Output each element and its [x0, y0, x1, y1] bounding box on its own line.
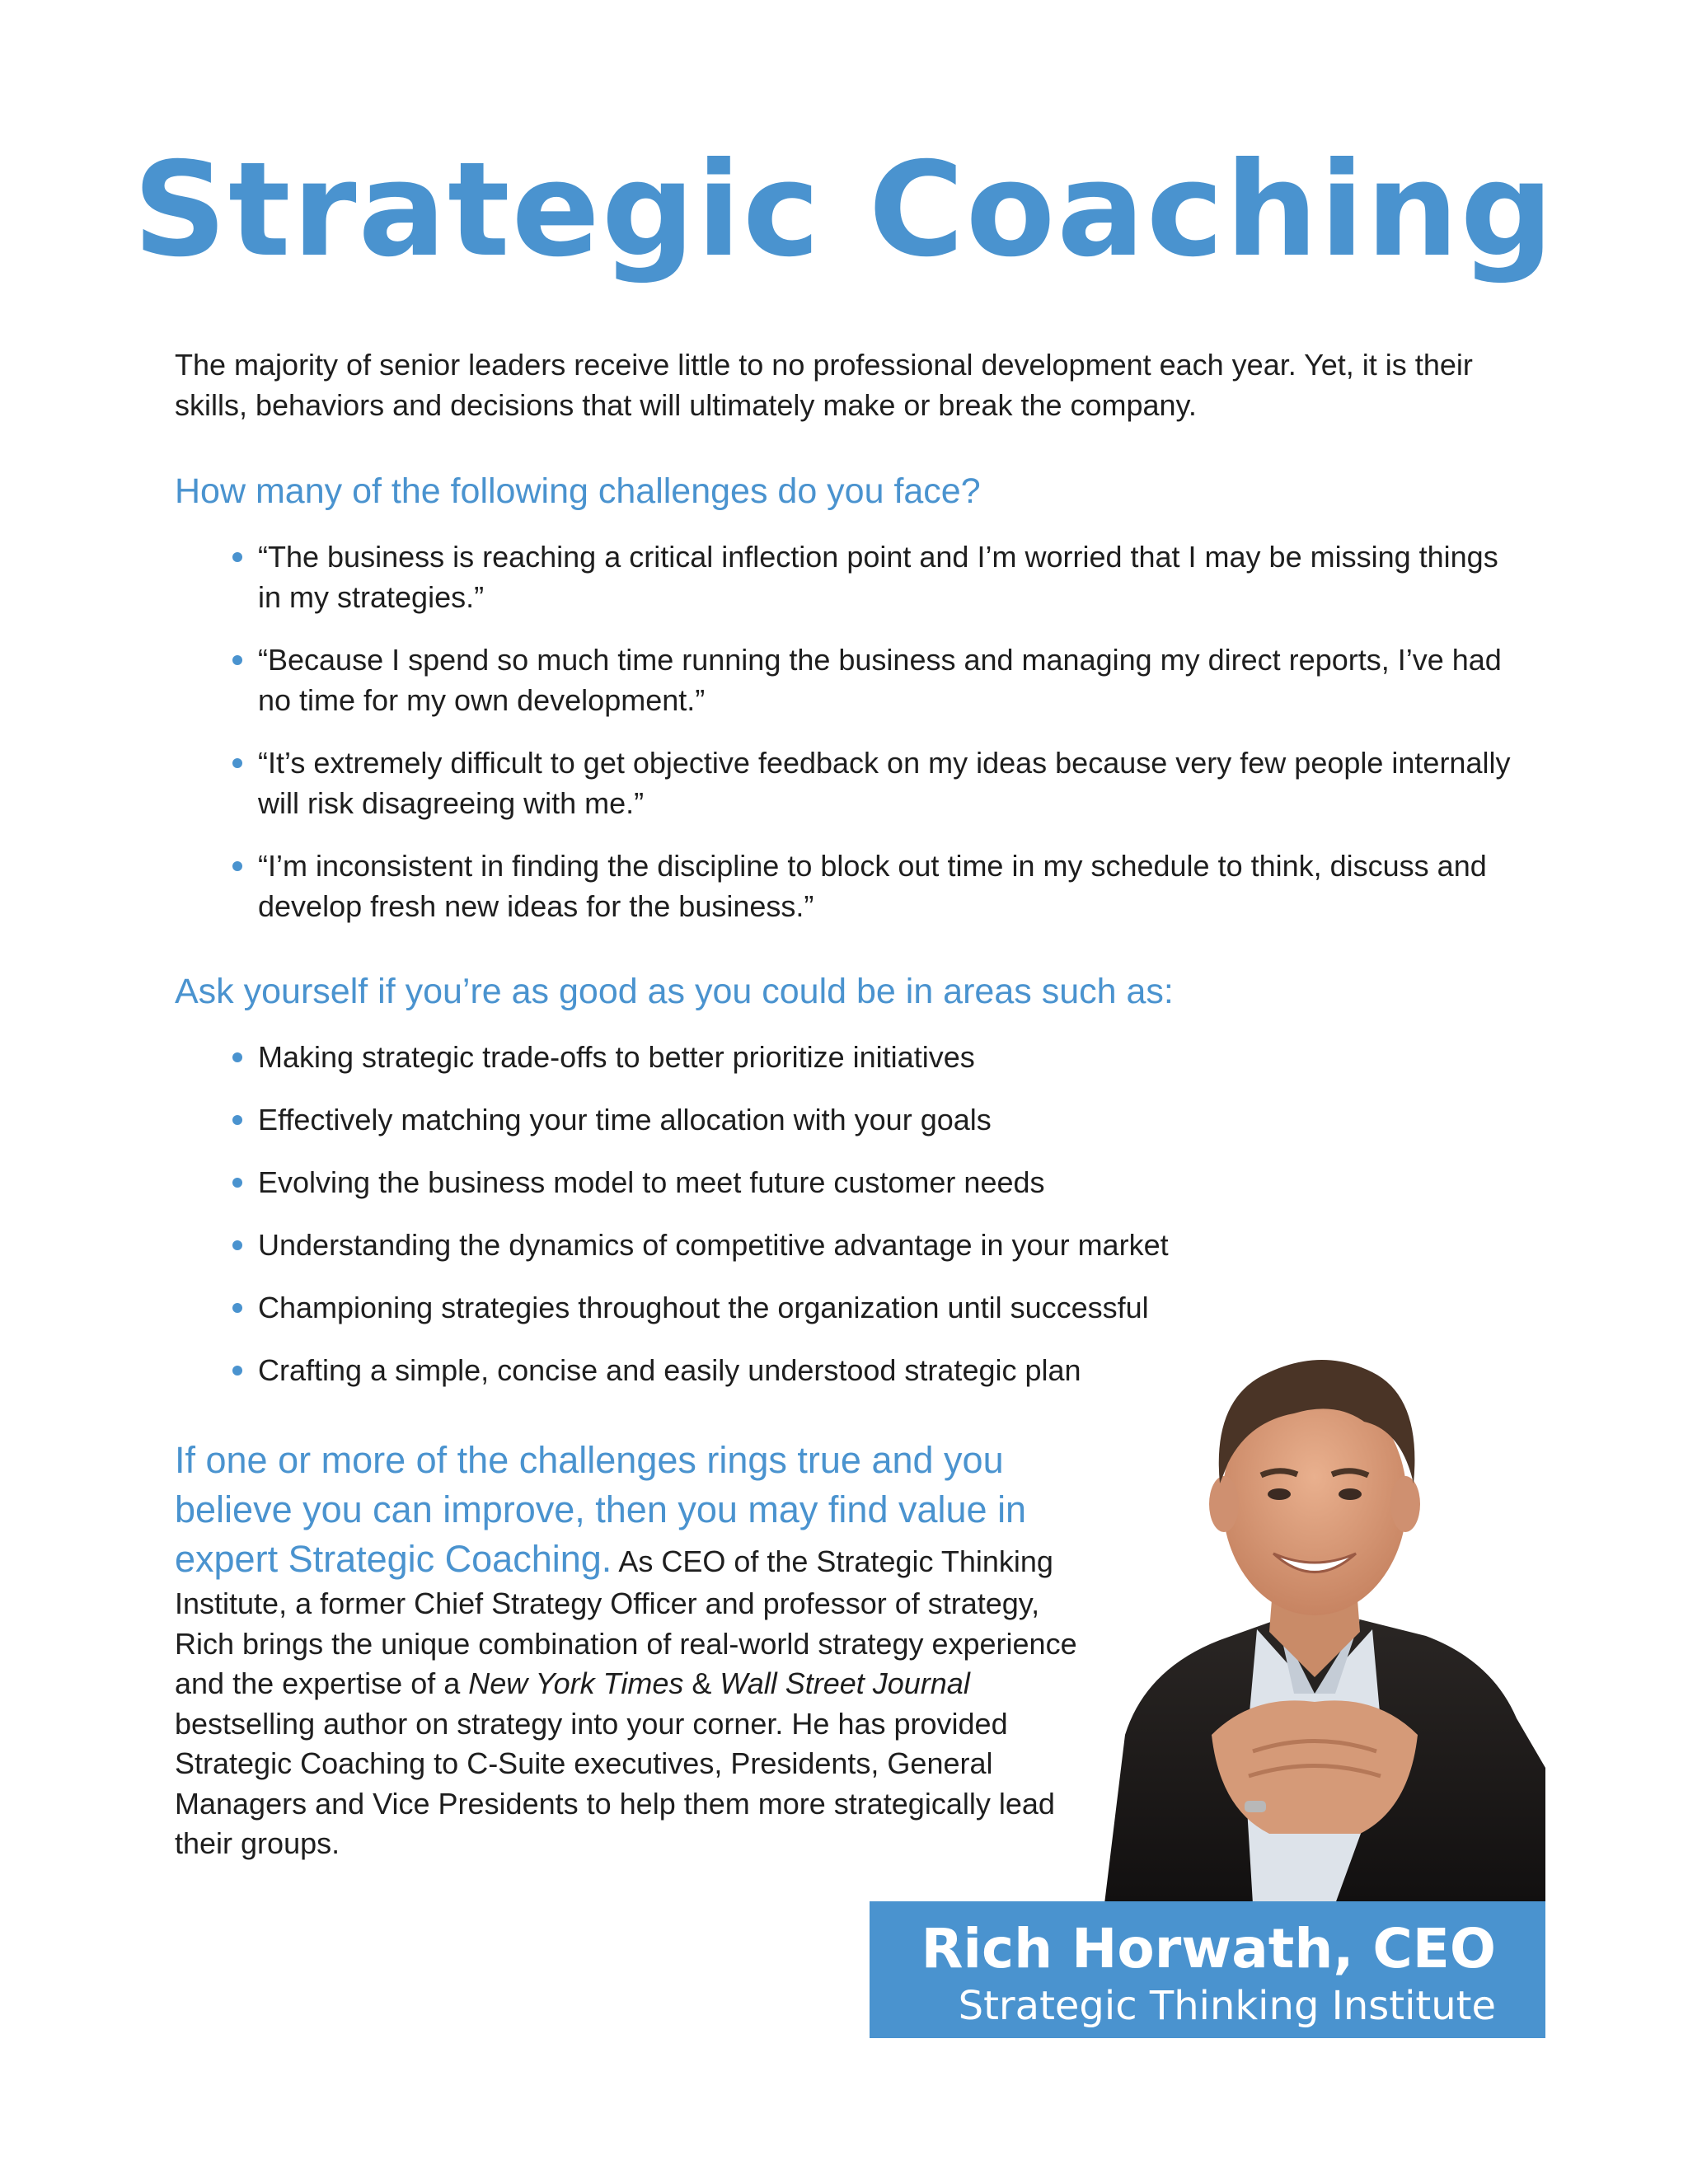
challenge-quote: “The business is reaching a critical inflection point and I’m worried that I may be missing things in my strategies.”: [258, 540, 1498, 614]
area-text: Effectively matching your time allocation with your goals: [258, 1103, 992, 1137]
area-text: Crafting a simple, concise and easily understood strategic plan: [258, 1353, 1081, 1387]
area-text: Making strategic trade-offs to better prioritize initiatives: [258, 1040, 975, 1074]
bullet-icon: [232, 1366, 242, 1376]
list-item: [231, 537, 1517, 617]
profile-organization: Strategic Thinking Institute: [958, 1983, 1496, 2029]
challenges-list: [231, 537, 1517, 949]
cta-body: As CEO of the Strategic Thinking Institute, a former Chief Strategy Officer and professor of strategy, Rich brings the unique combination of real-world strategy experience and the expertise of a: [175, 1544, 1077, 1700]
list-item: [231, 1037, 1302, 1077]
nyt-title: New York Times: [468, 1666, 684, 1700]
area-text: Understanding the dynamics of competitive advantage in your market: [258, 1228, 1169, 1262]
bullet-icon: [232, 1115, 242, 1125]
area-text: Evolving the business model to meet future customer needs: [258, 1165, 1045, 1199]
bullet-icon: [232, 1303, 242, 1313]
bullet-icon: [232, 758, 242, 768]
profile-caption: [870, 1901, 1545, 2038]
areas-heading: Ask yourself if you’re as good as you could be in areas such as:: [175, 972, 1174, 1011]
bullet-icon: [232, 1052, 242, 1062]
cta-paragraph: [175, 1436, 1102, 1864]
challenges-heading: How many of the following challenges do you face?: [175, 471, 981, 511]
bullet-icon: [232, 552, 242, 562]
cta-body-end: bestselling author on strategy into your corner. He has provided Strategic Coaching to C-Suite executives, Presidents, General Managers and Vice Presidents to help them more strategically lead their groups.: [175, 1706, 1055, 1860]
wsj-title: Wall Street Journal: [720, 1666, 970, 1700]
area-text: Championing strategies throughout the organization until successful: [258, 1291, 1149, 1324]
ampersand: &: [683, 1666, 720, 1700]
list-item: [231, 1099, 1302, 1140]
list-item: [231, 1162, 1302, 1202]
profile-name: Rich Horwath, CEO: [921, 1917, 1496, 1980]
challenge-quote: “It’s extremely difficult to get objective feedback on my ideas because very few people internally will risk disagreeing with me.”: [258, 746, 1511, 820]
cta-lead: If one or more of the challenges rings true and you believe you can improve, then you may find value in expert Strategic Coaching.: [175, 1439, 1027, 1580]
bullet-icon: [232, 861, 242, 871]
intro-paragraph: The majority of senior leaders receive little to no professional development each year. Yet, it is their skills, behaviors and decisions that will ultimately make or break the company.: [175, 348, 1473, 422]
bullet-icon: [232, 1178, 242, 1188]
challenge-quote: “Because I spend so much time running the business and managing my direct reports, I’ve had no time for my own development.”: [258, 643, 1502, 717]
challenge-quote: “I’m inconsistent in finding the discipline to block out time in my schedule to think, discuss and develop fresh new ideas for the business.”: [258, 849, 1487, 923]
bullet-icon: [232, 1240, 242, 1250]
bullet-icon: [232, 655, 242, 665]
list-item: [231, 846, 1517, 926]
ceo-portrait: [1088, 1306, 1545, 1904]
page-title: Strategic Coaching: [133, 134, 1555, 286]
list-item: [231, 743, 1517, 823]
list-item: [231, 1225, 1302, 1265]
list-item: [231, 640, 1517, 720]
